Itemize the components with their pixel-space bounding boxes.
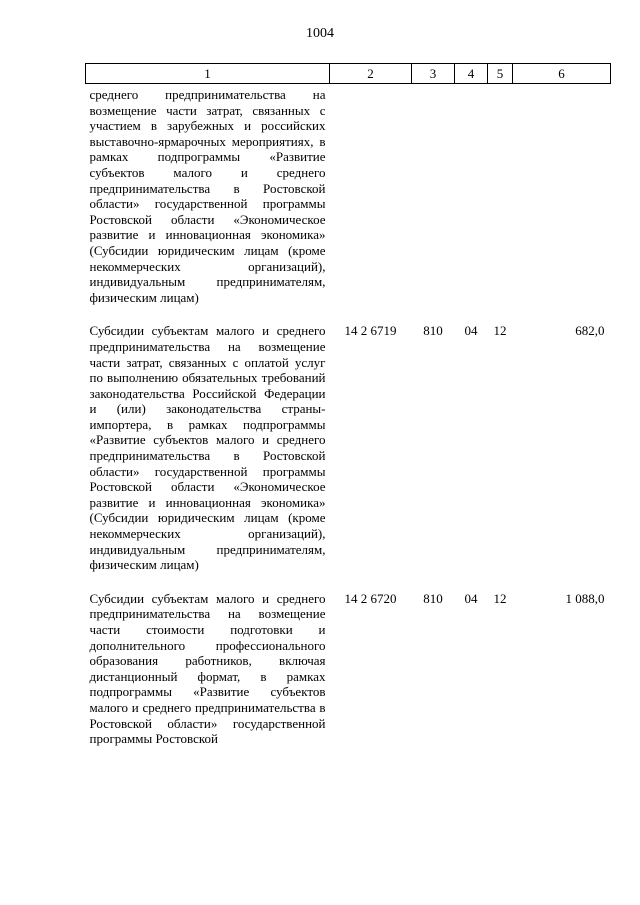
row-description: Субсидии субъектам малого и среднего предпринимательства на возмещение части стоимости подготовки и дополнительного профессионального образования работников, включая дистанционный формат, в рамках подпрограммы «Развитие субъектов малого и среднего предпринимательства в Ростовской области» государственной программы Ростовской xyxy=(89,590,326,747)
row-section: 04 xyxy=(464,590,478,606)
column-header: 3 xyxy=(412,64,455,84)
table-header xyxy=(86,64,611,84)
column-header: 6 xyxy=(513,64,611,84)
row-subsection: 12 xyxy=(493,323,507,339)
row-section: 04 xyxy=(464,323,478,339)
table-row xyxy=(86,84,611,318)
budget-table xyxy=(85,63,611,759)
row-expense-type xyxy=(412,84,455,318)
column-header: 5 xyxy=(488,64,513,84)
row-expense-type: 810 xyxy=(423,323,443,339)
row-description: среднего предпринимательства на возмещение части затрат, связанных с участием в зарубежных и российских выставочно-ярмарочных мероприятиях, в рамках подпрограммы «Развитие субъектов малого и среднего предпринимательства в Ростовской области» государственной программы Ростовской области «Экономическое развитие и инновационная экономика» (Субсидии юридическим лицам (кроме некоммерческих организаций), индивидуальным предпринимателям, физическим лицам) xyxy=(89,87,326,305)
row-expense-type: 810 xyxy=(423,590,443,606)
table-row xyxy=(86,317,611,585)
row-target-code xyxy=(330,84,412,318)
row-amount xyxy=(513,84,611,318)
column-header: 2 xyxy=(330,64,412,84)
column-header: 1 xyxy=(86,64,330,84)
row-target-code: 14 2 6719 xyxy=(344,323,397,339)
page-number: 1004 xyxy=(306,26,334,41)
table-row xyxy=(86,585,611,759)
row-amount: 1 088,0 xyxy=(565,590,605,606)
row-section xyxy=(455,84,488,318)
row-target-code: 14 2 6720 xyxy=(344,590,397,606)
row-subsection: 12 xyxy=(493,590,507,606)
row-subsection xyxy=(488,84,513,318)
row-amount: 682,0 xyxy=(575,323,605,339)
column-header: 4 xyxy=(455,64,488,84)
row-description: Субсидии субъектам малого и среднего предпринимательства на возмещение части затрат, связанных с оплатой услуг по выполнению обязательных требований законодательства Российской Федерации и (или) законодательства страны-импортера, в рамках подпрограммы «Развитие субъектов малого и среднего предпринимательства в Ростовской области» государственной программы Ростовской области «Экономическое развитие и инновационная экономика» (Субсидии юридическим лицам (кроме некоммерческих организаций), индивидуальным предпринимателям, физическим лицам) xyxy=(89,323,326,573)
